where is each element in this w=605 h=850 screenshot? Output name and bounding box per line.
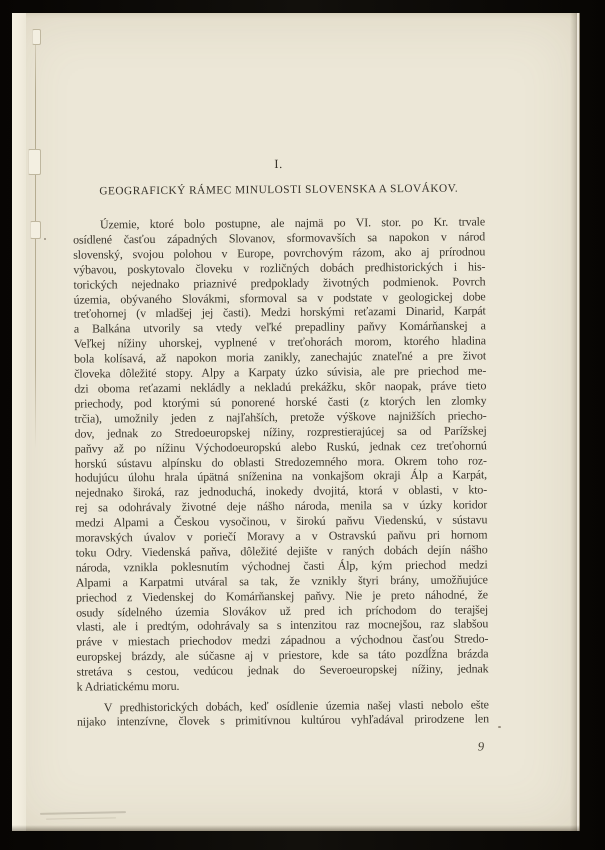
text-line: človeka dôležité stopy. Alpy a Karpaty úzko súvisia, ale pre priechod me- (74, 363, 487, 381)
text-line: treťohornej (v mladšej jej časti). Medzi horskými reťazami Dinarid, Karpát (73, 303, 486, 322)
text-line: trčia), umožnily jeden z najľahších, pretože výškove najnižších priecho- (74, 408, 487, 426)
text-line: Veľkej nížiny uhorskej, vyplnené v treťohorách morom, ktorého hladina (73, 333, 486, 351)
page-edge-shadow-bottom (12, 825, 580, 831)
text-line: europskej brázdy, ale súčasne aj v priestore, kde sa táto pozdĺžna brázda (76, 646, 489, 664)
text-line: slovenský, svojou polohou v Europe, povrchovým rázom, ako aj prírodnou (73, 244, 486, 262)
text-line: nijako intenzívne, človek s primitívnou kultúrou vyhľadával prirodzene len (76, 711, 489, 730)
text-line: a Balkána utvorily sa vtedy veľké prepadliny paňvy Komárňanskej a (73, 318, 486, 336)
page-cut-edge-highlight (577, 13, 579, 831)
paper-flaw (28, 149, 41, 175)
text-line: toku Odry. Viedenská paňva, dôležité dejište v raných dobách dejín nášho (75, 542, 488, 560)
scan-smudge (40, 811, 126, 815)
chapter-title: GEOGRAFICKÝ RÁMEC MINULOSTI SLOVENSKA A SLOVÁKOV. (99, 182, 459, 198)
text-line: osídlené časťou západných Slovanov, sformovavších sa napokon v národ (73, 229, 486, 247)
text-line: medzi Alpami a Českou vysočinou, v širokú paňvu Viedenskú, v sústavu (75, 512, 488, 530)
body-paragraph (77, 697, 489, 730)
page-edge-crease (35, 29, 36, 449)
paper-flaw (30, 221, 41, 239)
text-line: národa, vznikla poklesnutím východnej časti Álp, kým priechod medzi (75, 557, 488, 575)
page-number: 9 (477, 739, 485, 754)
book-page (12, 13, 580, 831)
paragraphs (73, 214, 489, 730)
paper-flaw (32, 29, 41, 45)
text-line: moravských úvalov v poriečí Moravy a v Ostravskú paňvu pri hornom (75, 527, 488, 545)
text-line: horskú sústavu alpínsku do oblasti Stredozemného mora. Okrem toho roz- (74, 452, 487, 471)
body-paragraph (73, 214, 489, 694)
text-line: torických nejednako priaznivé predpoklady životných podmienok. Povrch (73, 274, 486, 292)
chapter-number: I. (274, 156, 283, 172)
text-line: vlasti, ale i predtým, odohrávaly sa s intenzitou raz mocnejšou, raz slabšou (76, 616, 489, 635)
text-line: bola kolísavá, až napokon moria zanikly, zanechajúc znateľné a pre život (74, 348, 487, 366)
text-line: dzi oboma reťazami nekládly a nekladú prekážku, skôr naopak, práve tieto (74, 378, 487, 396)
ink-speck (44, 238, 46, 240)
page-fore-edge (12, 13, 26, 831)
text-line: priechody, pod ktorými sú ponorené horské časti (z ktorých len zlomky (74, 393, 487, 411)
text-line: V predhistorických dobách, keď osídlenie územia našej vlasti nebolo ešte (103, 696, 489, 714)
text-line: priechod z Viedenskej do Komárňanskej paňvy. Nie je preto náhodné, že (75, 587, 488, 605)
text-line: Alpami a Karpatmi utváral sa tak, že vznikly štyri brány, umožňujúce (75, 572, 488, 590)
text-line: hodujúcu úlohu hrala úpätná sníženina na vonkajšom okraji Álp a Karpát, (74, 467, 488, 486)
text-line: dov, jednak zo Stredoeuropskej nížiny, rozprestierajúcej sa od Parížskej (74, 423, 487, 441)
text-line: paňvy až po nížinu Východoeuropskú alebo Ruskú, jednak cez treťohornú (74, 437, 487, 456)
text-line: výbavou, poskytovalo človeku v rozličných dobách predhistorických i his- (73, 259, 486, 277)
text-line: nejednako široká, raz jednoduchá, inokedy dvojitá, ktorá v oblasti, v kto- (75, 482, 488, 500)
scan-smudge (46, 817, 116, 819)
text-line: k Adriatickému moru. (76, 678, 180, 694)
ink-speck (498, 726, 501, 728)
text-line: rej sa odohrávaly životné deje nášho národa, menila sa v úzky koridor (75, 497, 488, 515)
page-content (72, 156, 489, 754)
text-line: stretáva s cestou, vedúcou jednak do Severoeuropskej nížiny, jednak (76, 661, 489, 679)
text-line: územia, obývaného Slovákmi, sformoval sa v podstate v geologickej dobe (73, 288, 486, 307)
text-line: Územie, ktoré bolo postupne, ale najmä po VI. stor. po Kr. trvale (99, 214, 486, 232)
text-line: práve v miestach priechodov medzi západnou a východnou časťou Stredo- (76, 631, 489, 649)
text-line: osudy sídelného územia Slovákov už pred ich príchodom do terajšej (75, 601, 489, 620)
